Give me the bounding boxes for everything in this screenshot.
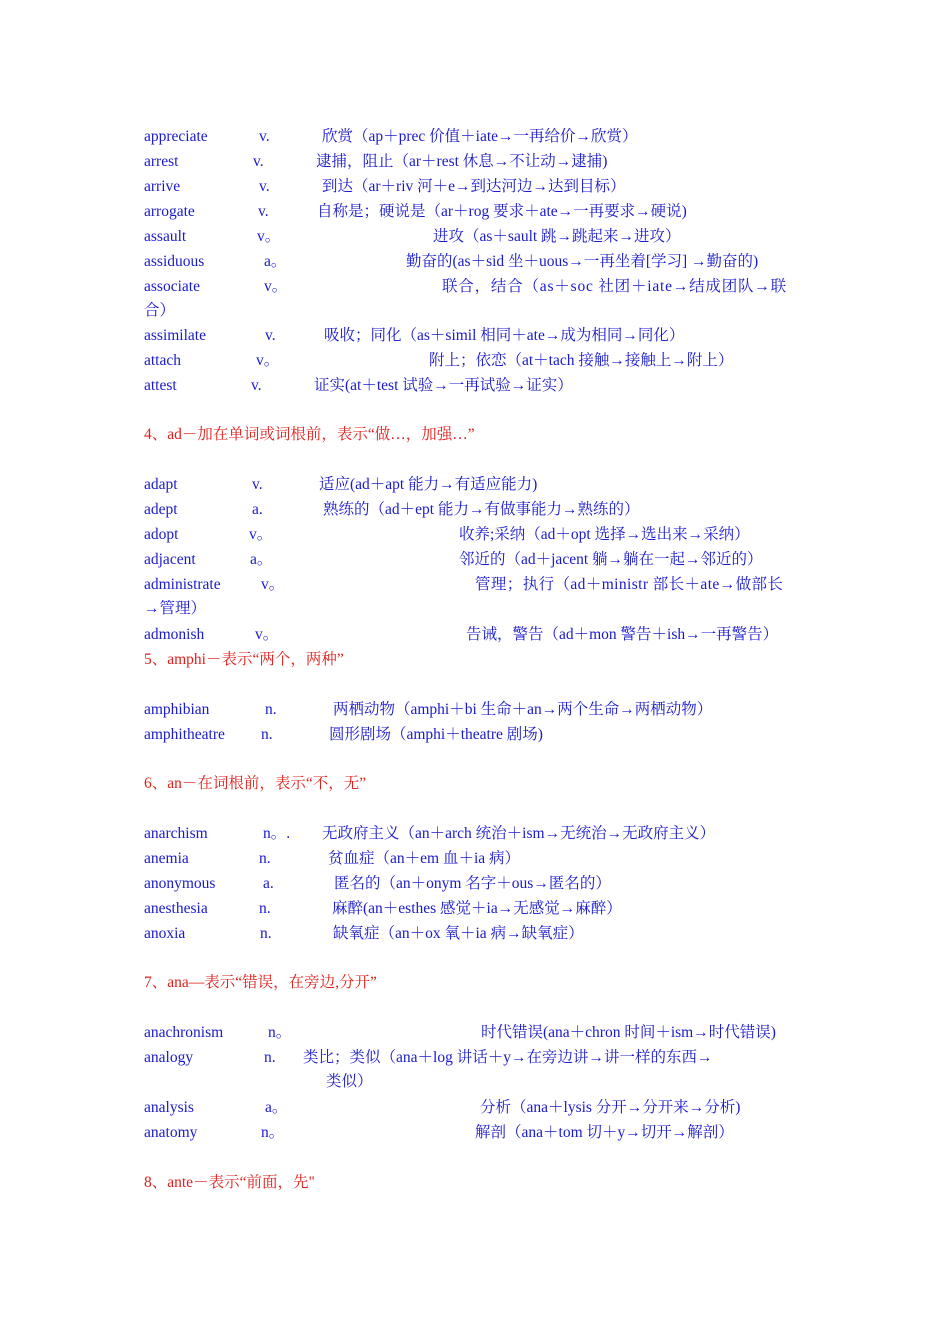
entry-word: arrest xyxy=(144,153,179,170)
entry-pos: n. xyxy=(264,1049,276,1066)
entry-pos: v. xyxy=(253,153,264,170)
entry-pos: v。 xyxy=(257,228,281,245)
entry-word: administrate xyxy=(144,576,221,593)
entry-pos: n。 xyxy=(261,1124,285,1141)
entry-pos: a. xyxy=(252,501,263,518)
entry-definition: 收养;采纳（ad＋opt 选择→选出来→采纳） xyxy=(459,526,750,543)
entry-definition: 缺氧症（an＋ox 氧＋ia 病→缺氧症） xyxy=(333,925,584,942)
entry-word: adopt xyxy=(144,526,179,543)
entry-definition: 到达（ar＋riv 河＋e→到达河边→达到目标） xyxy=(322,178,626,195)
entry-row xyxy=(144,921,806,946)
entry-row xyxy=(144,249,806,274)
entry-definition: 无政府主义（an＋arch 统治＋ism→无统治→无政府主义） xyxy=(322,825,716,842)
entry-word: anoxia xyxy=(144,925,186,942)
entry-word: associate xyxy=(144,278,200,295)
entry-row xyxy=(144,274,806,299)
entry-pos: a。 xyxy=(250,551,273,568)
entry-row xyxy=(144,572,806,597)
entry-definition: 联合，结合（as＋soc 社团＋iate→结成团队→联 xyxy=(442,278,787,295)
entry-pos: v。 xyxy=(249,526,273,543)
entry-pos: a。 xyxy=(264,253,287,270)
entry-row xyxy=(144,1045,806,1070)
entry-row xyxy=(144,722,806,747)
entry-word: arrogate xyxy=(144,203,195,220)
entry-row xyxy=(144,821,806,846)
entry-word: arrive xyxy=(144,178,181,195)
entry-word: adept xyxy=(144,501,178,518)
entry-definition: 圆形剧场（amphi＋theatre 剧场) xyxy=(329,726,543,743)
entry-definition: 匿名的（an＋onym 名字＋ous→匿名的） xyxy=(334,875,611,892)
entry-row xyxy=(144,1120,806,1145)
entry-definition: 解剖（ana＋tom 切＋y→切开→解剖） xyxy=(475,1124,734,1141)
entry-pos: a. xyxy=(263,875,274,892)
entry-pos: n。. xyxy=(263,825,291,842)
entry-word: anachronism xyxy=(144,1024,224,1041)
entry-row xyxy=(144,846,806,871)
entry-row xyxy=(144,199,806,224)
entry-definition: 告诫，警告（ad＋mon 警告＋ish→一再警告） xyxy=(466,626,779,643)
entry-definition: 欣赏（ap＋prec 价值＋iate→一再给价→欣赏） xyxy=(322,128,638,145)
section-heading: 4、ad－加在单词或词根前，表示“做…，加强…” xyxy=(144,426,475,443)
entry-word: amphitheatre xyxy=(144,726,225,743)
section-heading: 8、ante－表示“前面，先" xyxy=(144,1174,315,1191)
entry-definition: 证实(at＋test 试验→一再试验→证实） xyxy=(314,377,573,394)
entry-definition: 适应(ad＋apt 能力→有适应能力) xyxy=(319,476,538,493)
entry-word: assault xyxy=(144,228,187,245)
entry-word: analogy xyxy=(144,1049,194,1066)
entry-word: attach xyxy=(144,352,182,369)
entry-definition: 逮捕，阻止（ar＋rest 休息→不让动→逮捕) xyxy=(316,153,608,170)
entry-definition: 管理；执行（ad＋ministr 部长＋ate→做部长 xyxy=(475,576,784,593)
entry-definition: 邻近的（ad＋jacent 躺→躺在一起→邻近的） xyxy=(459,551,763,568)
entry-word: anesthesia xyxy=(144,900,208,917)
section-heading: 5、amphi－表示“两个，两种” xyxy=(144,651,344,668)
entry-definition: 附上；依恋（at＋tach 接触→接触上→附上） xyxy=(429,352,734,369)
entry-definition: 类比；类似（ana＋log 讲话＋y→在旁边讲→讲一样的东西→ xyxy=(303,1049,713,1066)
entry-word: attest xyxy=(144,377,177,394)
entry-word: amphibian xyxy=(144,701,210,718)
entry-pos: n。 xyxy=(268,1024,292,1041)
entry-row xyxy=(144,1095,806,1120)
entry-row xyxy=(144,896,806,921)
entry-pos: n. xyxy=(259,850,271,867)
entry-definition: 两栖动物（amphi＋bi 生命＋an→两个生命→两栖动物） xyxy=(333,701,713,718)
entry-row xyxy=(144,871,806,896)
entry-row xyxy=(144,547,806,572)
entry-pos: v。 xyxy=(256,352,280,369)
entry-row xyxy=(144,149,806,174)
entry-definition: 勤奋的(as＋sid 坐＋uous→一再坐着[学习] →勤奋的) xyxy=(406,253,759,270)
entry-row xyxy=(144,472,806,497)
entry-word: anatomy xyxy=(144,1124,198,1141)
entry-definition: 吸收；同化（as＋simil 相同＋ate→成为相同→同化） xyxy=(324,327,685,344)
entry-pos: v。 xyxy=(261,576,285,593)
entry-definition: 自称是；硬说是（ar＋rog 要求＋ate→一再要求→硬说) xyxy=(317,203,687,220)
entry-row xyxy=(144,373,806,398)
entry-row xyxy=(144,348,806,373)
entry-definition: 时代错误(ana＋chron 时间＋ism→时代错误) xyxy=(481,1024,776,1041)
entry-definition-continuation: 合） xyxy=(144,302,176,319)
entry-word: adjacent xyxy=(144,551,196,568)
entry-pos: v. xyxy=(252,476,263,493)
entry-definition: 进攻（as＋sault 跳→跳起来→进攻） xyxy=(433,228,681,245)
entry-pos: n. xyxy=(261,726,273,743)
entry-pos: v. xyxy=(258,203,269,220)
entry-pos: v. xyxy=(259,178,270,195)
entry-definition: 麻醉(an＋esthes 感觉＋ia→无感觉→麻醉） xyxy=(332,900,622,917)
entry-definition-continuation: 类似） xyxy=(326,1073,373,1090)
entry-word: anarchism xyxy=(144,825,208,842)
entry-definition: 熟练的（ad＋ept 能力→有做事能力→熟练的） xyxy=(323,501,640,518)
entry-row xyxy=(144,522,806,547)
entry-row xyxy=(144,1020,806,1045)
entry-word: assimilate xyxy=(144,327,206,344)
entry-word: anemia xyxy=(144,850,189,867)
entry-row xyxy=(144,497,806,522)
entry-pos: n. xyxy=(265,701,277,718)
entry-row xyxy=(144,124,806,149)
entry-pos: n. xyxy=(259,900,271,917)
entry-pos: v。 xyxy=(264,278,288,295)
entry-pos: a。 xyxy=(265,1099,288,1116)
entry-row xyxy=(144,622,806,647)
entry-definition-continuation: →管理） xyxy=(144,600,207,617)
entry-pos: v. xyxy=(265,327,276,344)
entry-word: assiduous xyxy=(144,253,205,270)
entry-word: appreciate xyxy=(144,128,208,145)
entry-row xyxy=(144,224,806,249)
entry-word: adapt xyxy=(144,476,178,493)
entry-definition: 贫血症（an＋em 血＋ia 病） xyxy=(328,850,521,867)
entry-row xyxy=(144,697,806,722)
entry-pos: v. xyxy=(259,128,270,145)
entry-row xyxy=(144,323,806,348)
section-heading: 7、ana—表示“错误，在旁边,分开” xyxy=(144,974,377,991)
section-heading: 6、an－在词根前，表示“不，无” xyxy=(144,775,367,792)
entry-word: anonymous xyxy=(144,875,216,892)
entry-pos: v. xyxy=(251,377,262,394)
entry-row xyxy=(144,174,806,199)
entry-pos: v。 xyxy=(255,626,279,643)
entry-word: admonish xyxy=(144,626,205,643)
entry-word: analysis xyxy=(144,1099,194,1116)
entry-definition: 分析（ana＋lysis 分开→分开来→分析) xyxy=(480,1099,741,1116)
entry-pos: n. xyxy=(260,925,272,942)
